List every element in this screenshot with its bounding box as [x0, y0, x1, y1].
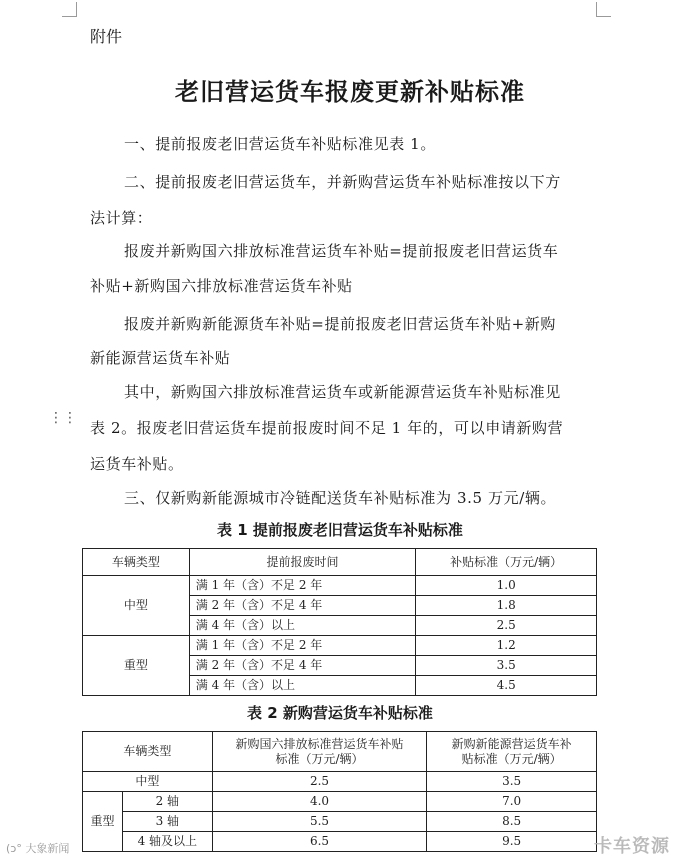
paragraph-line: 一、提前报废老旧营运货车补贴标准见表 1。 — [124, 135, 436, 153]
table-row — [83, 576, 597, 596]
period-cell: 满 4 年（含）以上 — [189, 616, 416, 636]
subsidy-cell: 4.0 — [212, 792, 427, 812]
period-cell: 满 2 年（含）不足 4 年 — [189, 656, 416, 676]
table1-caption: 表 1 提前报废老旧营运货车补贴标准 — [217, 521, 463, 539]
paragraph-line: 运货车补贴。 — [90, 455, 184, 473]
page-corner-mark-right — [596, 2, 611, 17]
table-header-row — [83, 732, 597, 772]
paragraph-line: 其中，新购国六排放标准营运货车或新能源营运货车补贴标准见 — [124, 383, 561, 401]
table-row — [83, 636, 597, 656]
page-corner-mark-left — [62, 2, 77, 17]
subsidy-cell: 1.8 — [416, 596, 597, 616]
table-header-cell — [212, 732, 427, 772]
header-text-line: 新购国六排放标准营运货车补贴 — [235, 736, 404, 751]
subsidy-cell: 6.5 — [212, 832, 427, 852]
axle-cell: 2 轴 — [122, 792, 212, 812]
paragraph-line: 新能源营运货车补贴 — [90, 349, 231, 367]
table-header-cell: 补贴标准（万元/辆） — [416, 549, 597, 576]
drag-handle-icon[interactable]: ⋮⋮ — [49, 410, 77, 426]
table-header-row — [83, 549, 597, 576]
vehicle-type-cell: 中型 — [83, 772, 213, 792]
table-row — [83, 812, 597, 832]
watermark-left — [6, 840, 69, 856]
subsidy-cell: 2.5 — [212, 772, 427, 792]
subsidy-cell: 3.5 — [416, 656, 597, 676]
period-cell: 满 1 年（含）不足 2 年 — [189, 576, 416, 596]
period-cell: 满 1 年（含）不足 2 年 — [189, 636, 416, 656]
watermark-logo-icon: (ↄ° — [6, 842, 22, 855]
paragraph-line: 三、仅新购新能源城市冷链配送货车补贴标准为 3.5 万元/辆。 — [124, 489, 557, 507]
subsidy-cell: 9.5 — [427, 832, 597, 852]
axle-cell: 3 轴 — [122, 812, 212, 832]
subsidy-cell: 3.5 — [427, 772, 597, 792]
period-cell: 满 2 年（含）不足 4 年 — [189, 596, 416, 616]
paragraph-line: 报废并新购新能源货车补贴=提前报废老旧营运货车补贴+新购 — [124, 315, 556, 333]
axle-cell: 4 轴及以上 — [122, 832, 212, 852]
watermark-right: 卡车资源 — [594, 836, 670, 857]
header-text-line: 贴标准（万元/辆） — [461, 751, 562, 766]
table2-caption: 表 2 新购营运货车补贴标准 — [247, 704, 433, 722]
header-text-line: 标准（万元/辆） — [275, 751, 364, 766]
subsidy-cell: 1.0 — [416, 576, 597, 596]
subsidy-cell: 2.5 — [416, 616, 597, 636]
paragraph-line: 二、提前报废老旧营运货车，并新购营运货车补贴标准按以下方 — [124, 173, 561, 191]
attachment-label: 附件 — [90, 27, 123, 46]
table-row — [83, 792, 597, 812]
table-row — [83, 832, 597, 852]
table-header-cell: 车辆类型 — [83, 732, 213, 772]
vehicle-type-cell: 中型 — [83, 576, 190, 636]
paragraph-line: 表 2。报废老旧营运货车提前报废时间不足 1 年的，可以申请新购营 — [90, 419, 564, 437]
table2 — [82, 731, 597, 852]
table-header-cell: 提前报废时间 — [189, 549, 416, 576]
subsidy-cell: 4.5 — [416, 676, 597, 696]
subsidy-cell: 1.2 — [416, 636, 597, 656]
subsidy-cell: 8.5 — [427, 812, 597, 832]
subsidy-cell: 5.5 — [212, 812, 427, 832]
table-row — [83, 772, 597, 792]
vehicle-type-cell: 重型 — [83, 792, 123, 852]
table1 — [82, 548, 597, 696]
paragraph-line: 法计算： — [90, 209, 153, 227]
table-header-cell — [427, 732, 597, 772]
header-text-line: 新购新能源营运货车补 — [451, 736, 572, 751]
subsidy-cell: 7.0 — [427, 792, 597, 812]
vehicle-type-cell: 重型 — [83, 636, 190, 696]
period-cell: 满 4 年（含）以上 — [189, 676, 416, 696]
paragraph-line: 报废并新购国六排放标准营运货车补贴=提前报废老旧营运货车 — [124, 242, 559, 260]
paragraph-line: 补贴+新购国六排放标准营运货车补贴 — [90, 277, 353, 295]
document-title: 老旧营运货车报废更新补贴标准 — [175, 78, 525, 106]
watermark-left-text: 大象新闻 — [25, 842, 70, 855]
table-header-cell: 车辆类型 — [83, 549, 190, 576]
